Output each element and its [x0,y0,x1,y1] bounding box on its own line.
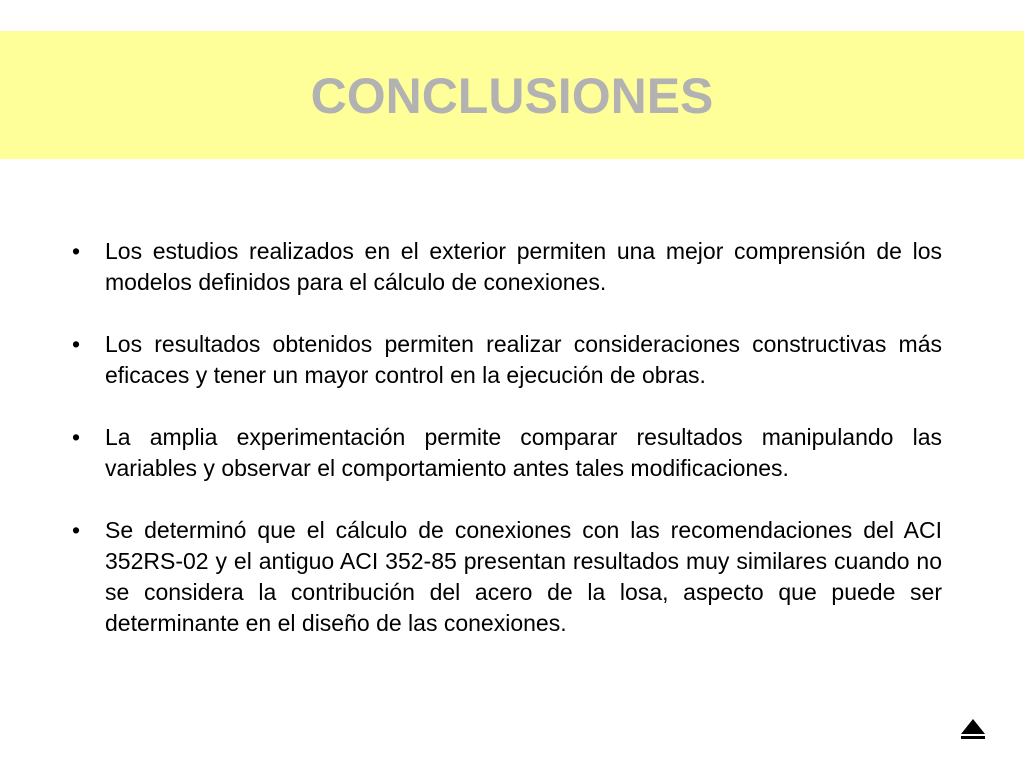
triangle-up-icon [960,718,986,740]
bullet-item [72,329,942,391]
bullet-list [72,236,942,670]
bullet-marker: • [72,517,81,543]
bullet-marker: • [72,238,81,264]
bullet-item [72,422,942,484]
nav-up-button[interactable] [960,718,986,740]
bullet-item [72,515,942,639]
bullet-item [72,236,942,298]
slide-title: CONCLUSIONES [310,68,714,124]
bullet-text: Los resultados obtenidos permiten realizar consideraciones constructivas más eficaces y tener un mayor control en la ejecución de obras. [105,331,942,388]
bullet-text: Se determinó que el cálculo de conexiones con las recomendaciones del ACI 352RS-02 y el antiguo ACI 352-85 presentan resultados muy similares cuando no se considera la contribución del acero de la losa, aspecto que puede ser determinante en el diseño de las conexiones. [105,517,942,636]
bullet-text: Los estudios realizados en el exterior permiten una mejor comprensión de los modelos definidos para el cálculo de conexiones. [105,238,942,295]
bullet-text: La amplia experimentación permite comparar resultados manipulando las variables y observar el comportamiento antes tales modificaciones. [105,424,942,481]
bullet-marker: • [72,331,81,357]
bullet-marker: • [72,424,81,450]
